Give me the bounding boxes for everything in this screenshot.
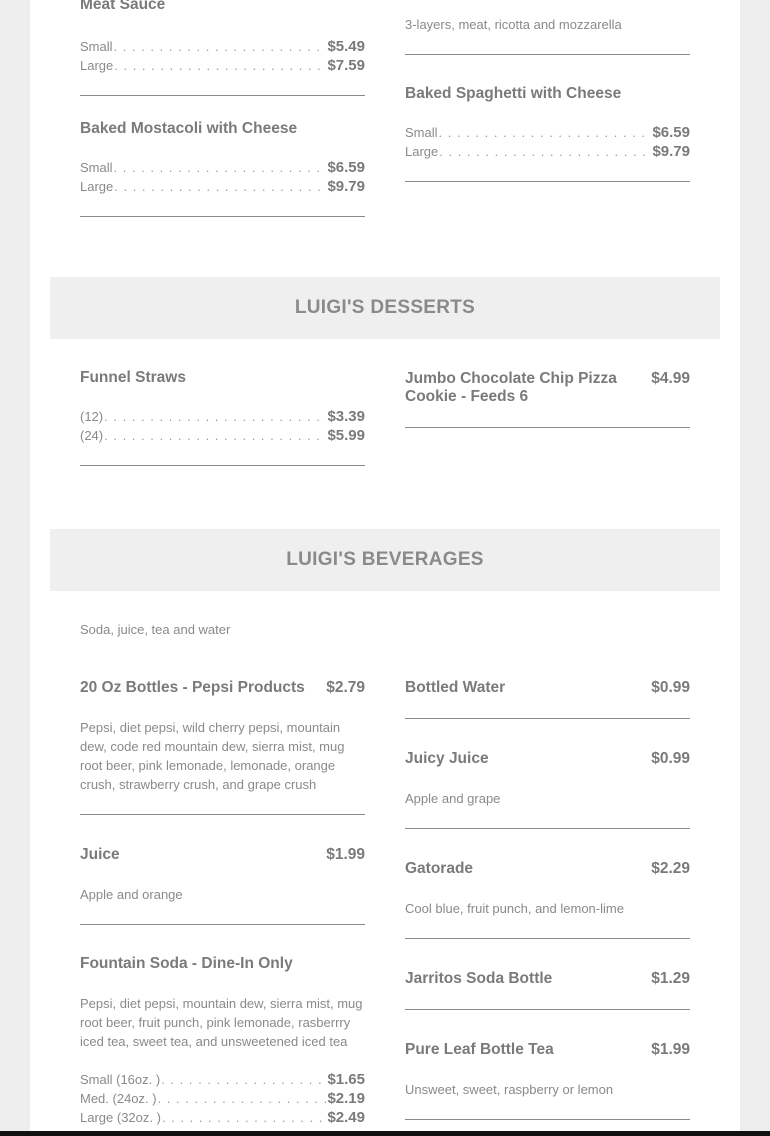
price-line: [80, 158, 365, 177]
size-label: Med. (24oz. ): [80, 1091, 157, 1106]
price-line: [80, 426, 365, 445]
item-head: [80, 0, 365, 14]
dot-leader: [114, 56, 326, 75]
menu-item-juicy-juice[interactable]: [405, 750, 690, 829]
price-line: [80, 1070, 365, 1089]
menu-item-jarritos[interactable]: [405, 970, 690, 1010]
size-label: (24): [80, 428, 104, 443]
size-price: $1.65: [327, 1071, 365, 1088]
dot-leader: [161, 1070, 326, 1089]
item-name: Jarritos Soda Bottle: [405, 970, 553, 987]
size-price: $3.39: [327, 408, 365, 425]
menu-item-bottled-water[interactable]: [405, 679, 690, 719]
divider: [80, 924, 365, 925]
item-head: [405, 370, 690, 406]
divider: [405, 718, 690, 719]
item-description: Cool blue, fruit punch, and lemon-lime: [405, 901, 624, 916]
dot-leader: [114, 37, 327, 56]
item-price: $1.99: [326, 846, 365, 863]
menu-item-meat-sauce[interactable]: [80, 0, 365, 96]
item-head: [405, 860, 690, 878]
size-label: Small: [405, 125, 438, 140]
price-line: [80, 37, 365, 56]
menu-item-juice[interactable]: [80, 846, 365, 925]
section-header-desserts: LUIGI'S DESSERTS: [50, 277, 720, 339]
divider: [405, 1009, 690, 1010]
menu-sheet: [50, 0, 720, 1136]
bottom-bar: [0, 1131, 770, 1136]
dot-leader: [114, 177, 326, 196]
size-label: Large: [80, 179, 114, 194]
divider: [80, 95, 365, 96]
dot-leader: [158, 1089, 327, 1108]
size-label: Small: [80, 39, 113, 54]
item-name: Juice: [80, 846, 120, 863]
price-line: [80, 407, 365, 426]
price-list: [80, 407, 365, 445]
item-name: Pure Leaf Bottle Tea: [405, 1041, 554, 1058]
item-description: Apple and grape: [405, 791, 501, 806]
divider: [405, 54, 690, 55]
price-line: [80, 56, 365, 75]
dot-leader: [104, 426, 326, 445]
price-line: [80, 177, 365, 196]
dot-leader: [114, 158, 327, 177]
item-price: $2.79: [326, 679, 365, 696]
price-list: [80, 1070, 365, 1127]
item-name: Fountain Soda - Dine-In Only: [80, 955, 293, 972]
size-price: $2.19: [327, 1090, 365, 1107]
item-description: Pepsi, diet pepsi, mountain dew, sierra mist, mug root beer, fruit punch, pink lemonade, rasberrry iced tea, sweet tea, and unsweetened iced tea: [80, 996, 363, 1049]
item-name: Gatorade: [405, 860, 474, 877]
divider: [405, 181, 690, 182]
dot-leader: [162, 1108, 327, 1127]
price-line: [80, 1108, 365, 1127]
item-name: Baked Mostacoli with Cheese: [80, 120, 298, 137]
section-intro: Soda, juice, tea and water: [80, 622, 231, 637]
menu-item-lasagna[interactable]: [405, 15, 690, 55]
menu-item-gatorade[interactable]: [405, 860, 690, 939]
item-head: [80, 120, 365, 138]
size-label: Small: [80, 160, 113, 175]
dot-leader: [439, 123, 652, 142]
item-name: Jumbo Chocolate Chip Pizza Cookie - Feeds 6: [405, 370, 617, 405]
divider: [405, 938, 690, 939]
item-price: $4.99: [651, 370, 690, 387]
item-name: Juicy Juice: [405, 750, 489, 767]
menu-item-mostacoli[interactable]: [80, 120, 365, 217]
item-description: Apple and orange: [80, 887, 183, 902]
divider: [80, 814, 365, 815]
item-head: [80, 679, 365, 697]
size-label: Small (16oz. ): [80, 1072, 161, 1087]
menu-frame: [30, 0, 740, 1136]
size-label: (12): [80, 409, 104, 424]
menu-item-pepsi-bottles[interactable]: [80, 679, 365, 815]
price-line: [405, 123, 690, 142]
item-head: [80, 846, 365, 864]
size-label: Large (32oz. ): [80, 1110, 161, 1125]
divider: [405, 1119, 690, 1120]
size-price: $9.79: [652, 143, 690, 160]
size-price: $5.99: [327, 427, 365, 444]
item-price: $1.29: [651, 970, 690, 987]
item-description: Pepsi, diet pepsi, wild cherry pepsi, mountain dew, code red mountain dew, sierra mist, mug root beer, pink lemonade, lemonade, orange crush, strawberry crush, and grape crush: [80, 720, 345, 792]
size-price: $5.49: [327, 38, 365, 55]
item-name: 20 Oz Bottles - Pepsi Products: [80, 679, 305, 696]
divider: [405, 427, 690, 428]
menu-item-fountain-soda[interactable]: [80, 955, 365, 1127]
item-price: $0.99: [651, 679, 690, 696]
item-name: Baked Spaghetti with Cheese: [405, 85, 622, 102]
price-list: [80, 37, 365, 75]
dot-leader: [439, 142, 651, 161]
menu-item-spaghetti[interactable]: [405, 85, 690, 182]
divider: [80, 465, 365, 466]
size-price: $6.59: [652, 124, 690, 141]
price-list: [80, 158, 365, 196]
item-head: [405, 679, 690, 697]
item-price: $0.99: [651, 750, 690, 767]
menu-item-pure-leaf[interactable]: [405, 1041, 690, 1120]
section-header-beverages: LUIGI'S BEVERAGES: [50, 529, 720, 591]
item-description: Unsweet, sweet, raspberry or lemon: [405, 1082, 614, 1097]
dot-leader: [104, 407, 326, 426]
item-head: [405, 970, 690, 988]
price-line: [405, 142, 690, 161]
menu-item-funnel-straws[interactable]: [80, 369, 365, 466]
item-name: Funnel Straws: [80, 369, 186, 386]
item-description: 3-layers, meat, ricotta and mozzarella: [405, 17, 622, 32]
size-price: $9.79: [327, 178, 365, 195]
item-price: $1.99: [651, 1041, 690, 1058]
size-price: $7.59: [327, 57, 365, 74]
item-head: [80, 955, 365, 973]
size-label: Large: [405, 144, 439, 159]
divider: [405, 828, 690, 829]
menu-item-chocolate-cookie[interactable]: [405, 370, 690, 428]
item-head: [405, 1041, 690, 1059]
item-head: [80, 369, 365, 387]
item-price: $2.29: [651, 860, 690, 877]
item-name: Bottled Water: [405, 679, 506, 696]
divider: [80, 216, 365, 217]
size-price: $2.49: [327, 1109, 365, 1126]
price-line: [80, 1089, 365, 1108]
price-list: [405, 123, 690, 161]
size-label: Large: [80, 58, 114, 73]
item-head: [405, 750, 690, 768]
item-head: [405, 85, 690, 103]
size-price: $6.59: [327, 159, 365, 176]
item-name: Meat Sauce: [80, 0, 166, 13]
